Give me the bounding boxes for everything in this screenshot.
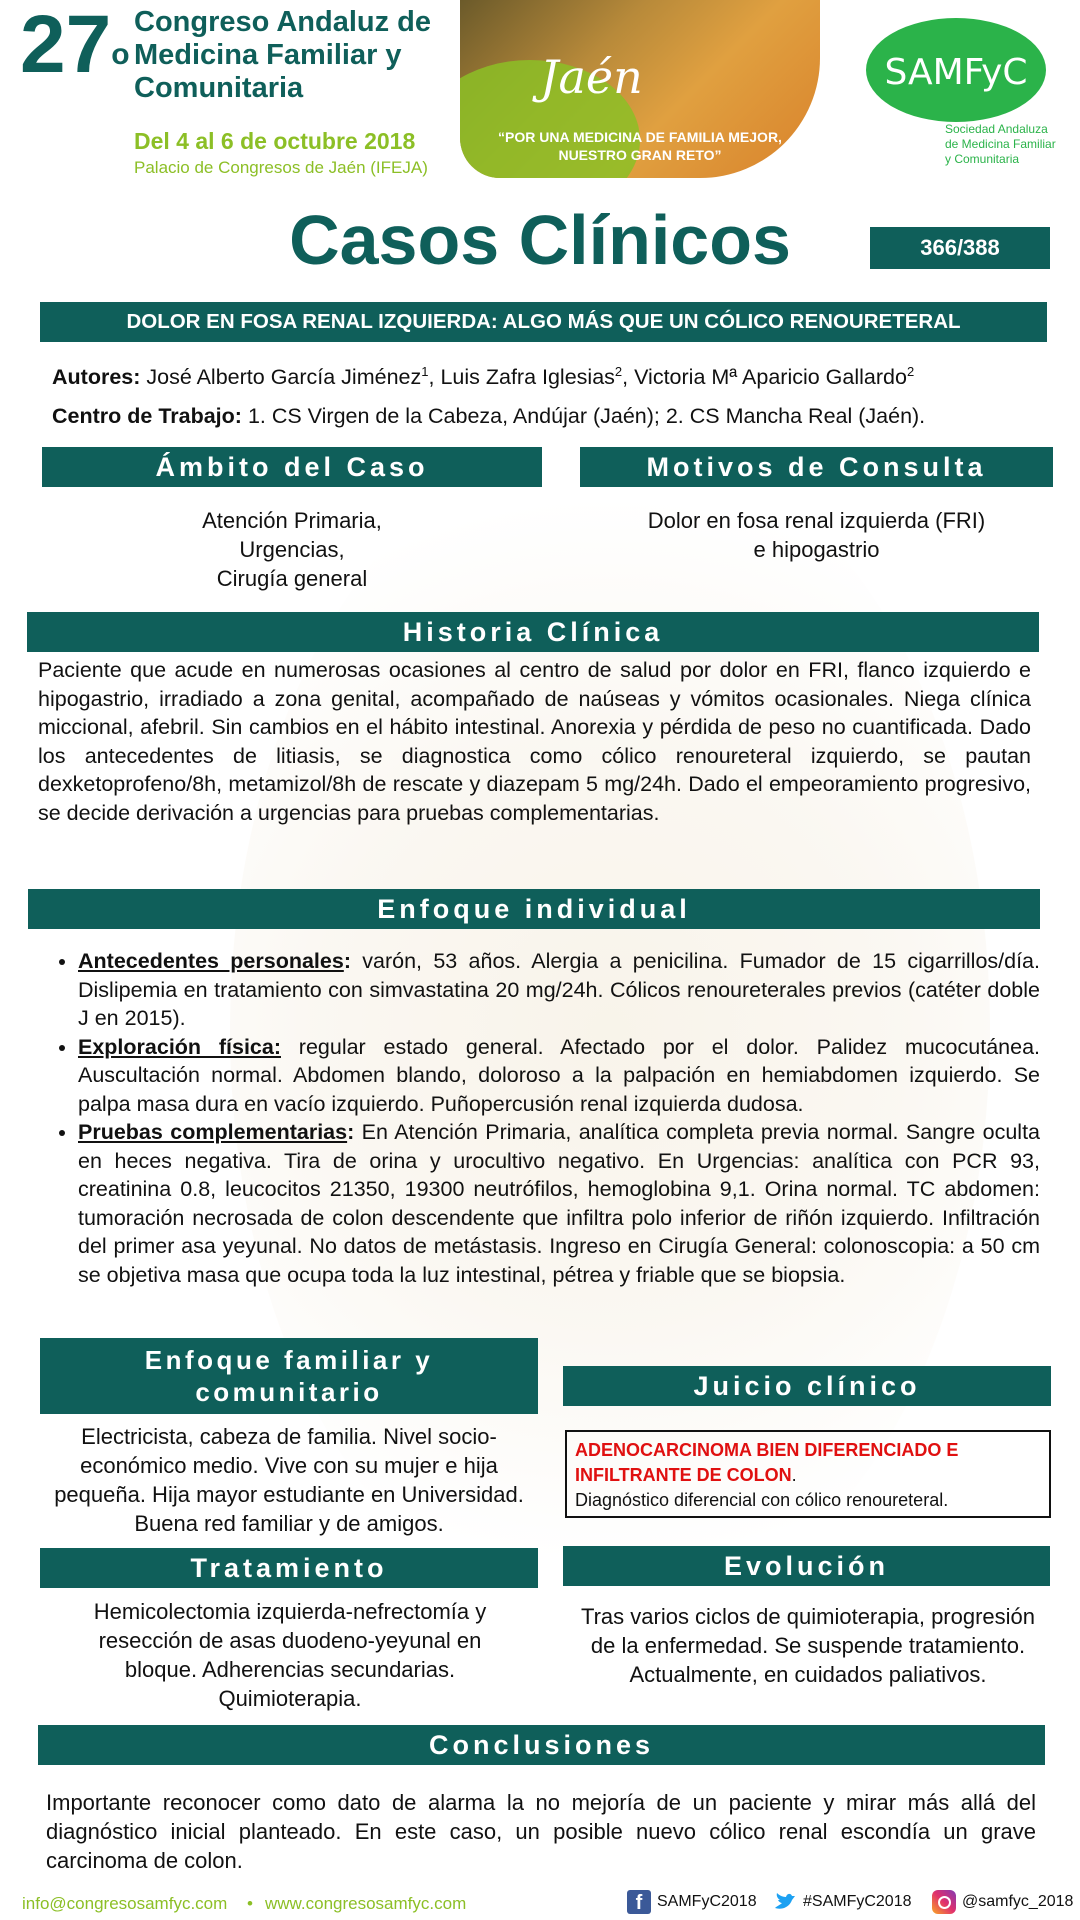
item-text: En Atención Primaria, analítica completa previa normal. Sangre oculta en heces negativa. Tira de orina y urocultivo negativo. En Urgencias: analítica con PCR 93, creatinina 0.8, leucocitos 21350, 19300 neutrófilos, hemoglobina 9,1. Orina normal. TC abdomen: tumoración necrosada de colon descendente que infiltra polo inferior de riñón izquierdo. Infiltración del primer asa yeyunal. No datos de metástasis. Ingreso en Cirugía General: colonoscopia: a 50 cm se objetiva masa que ocupa toda la luz intestinal, pétrea y friable que se biopsia. <box>78 1120 1040 1287</box>
item-label: Exploración física: <box>78 1034 281 1059</box>
society-line1: Sociedad Andaluza <box>945 122 1048 136</box>
congress-title <box>134 6 431 105</box>
ambito-line2: Urgencias, <box>239 537 345 562</box>
author-1-sup: 1 <box>421 364 429 379</box>
footer-website[interactable]: www.congresosamfyc.com <box>265 1894 467 1913</box>
author-3-sup: 2 <box>906 364 915 379</box>
tratamiento-text: Hemicolectomia izquierda-nefrectomía y resección de asas duodeno-yeyunal en bloque. Adherencias secundarias. Quimioterapia. <box>93 1599 487 1711</box>
society-name <box>945 122 1056 167</box>
list-item <box>78 1118 1040 1289</box>
page-title: Casos Clínicos <box>289 201 791 279</box>
ambito-body <box>42 506 542 593</box>
historia-text: Paciente que acude en numerosas ocasiones al centro de salud por dolor en FRI, flanco izquierdo e hipogastrio, irradiado a zona genital, acompañado de naúseas y vómitos ocasionales. Niega clínica miccional, afebril. Sin cambios en el hábito intestinal. Anorexia y pérdida de peso no cuantificada. Dado los antecedentes de litiasis, se diagnostica como cólico renoureteral izquierdo, se pautan dexketoprofeno/8h, metamizol/8h de rescate y diazepam 5 mg/24h. Dado el empeoramiento progresivo, se decide derivación a urgencias para pruebas complementarias. <box>38 658 1031 825</box>
city-banner-image <box>460 0 820 178</box>
author-sep: , <box>428 365 441 390</box>
edition-number-value: 27 <box>20 0 112 90</box>
congress-title-line1: Congreso Andaluz de <box>134 6 431 38</box>
juicio-diagnosis: ADENOCARCINOMA BIEN DIFERENCIADO E INFILTRANTE DE COLON <box>575 1440 959 1485</box>
motivos-line2: e hipogastrio <box>753 537 880 562</box>
author-1: José Alberto García Jiménez <box>146 365 422 390</box>
motivos-body <box>580 506 1053 564</box>
item-colon: : <box>343 949 351 973</box>
author-3: Victoria Mª Aparicio Gallardo <box>634 365 907 390</box>
footer-email[interactable]: info@congresosamfyc.com <box>22 1894 228 1913</box>
samfyc-logo <box>866 18 1046 122</box>
juicio-heading: Juicio clínico <box>563 1366 1051 1406</box>
evolucion-heading: Evolución <box>563 1546 1050 1586</box>
case-title-bar: DOLOR EN FOSA RENAL IZQUIERDA: ALGO MÁS QUE UN CÓLICO RENOURETERAL <box>40 302 1047 342</box>
facebook-icon[interactable]: f <box>627 1890 651 1914</box>
footer-twitter[interactable]: #SAMFyC2018 <box>803 1893 912 1910</box>
juicio-period: . <box>791 1465 797 1485</box>
authors <box>52 364 914 390</box>
juicio-differential: Diagnóstico diferencial con cólico renoureteral. <box>575 1490 949 1510</box>
tratamiento-heading: Tratamiento <box>40 1548 538 1588</box>
footer-facebook[interactable]: SAMFyC2018 <box>657 1893 757 1910</box>
edition-number <box>20 0 130 90</box>
workplace-label: Centro de Trabajo: <box>52 404 242 428</box>
conclusiones-heading: Conclusiones <box>38 1725 1045 1765</box>
ambito-line3: Cirugía general <box>216 566 368 591</box>
enfoque-individual-list <box>40 947 1040 1289</box>
city-name: Jaén <box>540 50 643 104</box>
congress-dates: Del 4 al 6 de octubre 2018 <box>134 128 416 154</box>
enfoque-familiar-text: Electricista, cabeza de familia. Nivel socio-económico medio. Vive con su mujer e hija pequeña. Hija mayor estudiante en Universidad. Buena red familiar y de amigos. <box>54 1424 524 1536</box>
samfyc-logo-text: SAMFyC <box>884 52 1028 93</box>
edition-ordinal: o <box>111 38 130 71</box>
authors-label: Autores: <box>52 365 141 390</box>
enfoque-individual-heading: Enfoque individual <box>28 889 1040 929</box>
congress-venue: Palacio de Congresos de Jaén (IFEJA) <box>134 158 428 177</box>
enfoque-familiar-heading-line2: comunitario <box>195 1377 383 1407</box>
instagram-icon[interactable] <box>932 1890 956 1914</box>
item-text: varón, 53 años. Alergia a penicilina. Fumador de 15 cigarrillos/día. Dislipemia en tratamiento con simvastatina 20 mg/24h. Cólicos renoureterales previos (catéter doble J en 2015). <box>78 949 1040 1030</box>
instagram-icon-lens <box>938 1896 951 1909</box>
item-label: Antecedentes personales <box>78 949 344 973</box>
enfoque-familiar-heading <box>40 1338 538 1414</box>
case-number-badge: 366/388 <box>870 227 1050 269</box>
congress-title-line2: Medicina Familiar y <box>134 39 402 71</box>
author-2: Luis Zafra Iglesias <box>440 365 615 390</box>
conclusiones-text: Importante reconocer como dato de alarma la no mejoría de un paciente y mirar más allá del diagnóstico inicial planteado. En este caso, un posible nuevo cólico renal escondía un grave carcinoma de colon. <box>46 1790 1036 1873</box>
author-sep: , <box>622 365 635 390</box>
workplace-text: 1. CS Virgen de la Cabeza, Andújar (Jaén); 2. CS Mancha Real (Jaén). <box>247 404 926 428</box>
evolucion-text: Tras varios ciclos de quimioterapia, progresión de la enfermedad. Se suspende tratamiento. Actualmente, en cuidados paliativos. <box>580 1604 1036 1687</box>
item-text: regular estado general. Afectado por el dolor. Palidez mucocutánea. Auscultación normal. Abdomen blando, doloroso a la palpación en hemiabdomen izquierdo. Se palpa masa dura en vacío izquierdo. Puñopercusión renal izquierda dudosa. <box>78 1034 1041 1116</box>
slogan <box>490 128 790 164</box>
juicio-box <box>565 1430 1051 1518</box>
slogan-line2: NUESTRO GRAN RETO” <box>558 147 722 163</box>
ambito-line1: Atención Primaria, <box>202 508 382 533</box>
congress-header <box>0 0 1080 190</box>
congress-title-line3: Comunitaria <box>134 72 304 104</box>
enfoque-familiar-heading-line1: Enfoque familiar y <box>144 1345 434 1375</box>
item-colon: : <box>347 1120 355 1144</box>
twitter-icon[interactable] <box>773 1890 799 1914</box>
author-2-sup: 2 <box>614 364 623 379</box>
society-line3: y Comunitaria <box>945 152 1020 166</box>
slogan-line1: “POR UNA MEDICINA DE FAMILIA MEJOR, <box>498 129 782 145</box>
footer <box>0 1888 1080 1918</box>
motivos-heading: Motivos de Consulta <box>580 447 1053 487</box>
ambito-heading: Ámbito del Caso <box>42 447 542 487</box>
list-item <box>78 1033 1040 1119</box>
historia-heading: Historia Clínica <box>27 612 1039 652</box>
item-label: Pruebas complementarias <box>78 1120 348 1144</box>
footer-instagram[interactable]: @samfyc_2018 <box>962 1893 1074 1910</box>
list-item <box>78 947 1040 1033</box>
society-line2: de Medicina Familiar <box>945 137 1056 151</box>
motivos-line1: Dolor en fosa renal izquierda (FRI) <box>647 508 986 533</box>
footer-dot: • <box>247 1894 253 1913</box>
workplace <box>52 404 925 429</box>
